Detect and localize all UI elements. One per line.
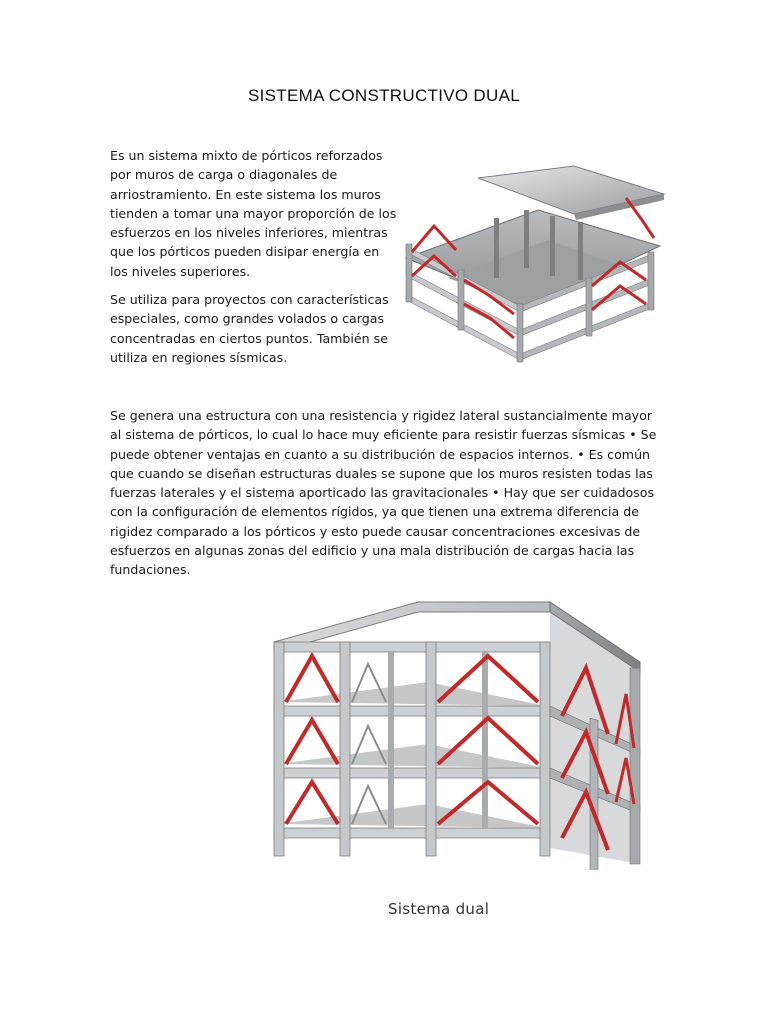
- paragraph-advantages: Se genera una estructura con una resistencia y rigidez lateral sustancialmente mayor al sistema de pórticos, lo cual lo hace muy eficiente para resistir fuerzas sísmicas • Se puede obtener ventajas en cuanto a su distribución de espacios internos. • Es común que cuando se diseñan estructuras duales se supone que los muros resisten todas las fuerzas laterales y el sistema aporticado las gravitacionales • Hay que ser cuidadosos con la configuración de elementos rígidos, ya que tienen una extrema diferencia de rigidez comparado a los pórticos y esto puede causar concentraciones excesivas de esfuerzos en algunas zonas del edificio y una mala distribución de cargas hacia las fundaciones.: [110, 408, 657, 578]
- paragraph-usage: Se utiliza para proyectos con características especiales, como grandes volados o cargas concentradas en ciertos puntos. También se utiliza en regiones sísmicas.: [110, 292, 389, 365]
- document-title: SISTEMA CONSTRUCTIVO DUAL: [248, 86, 520, 105]
- figure-caption: Sistema dual: [388, 900, 490, 918]
- paragraph-definition: Es un sistema mixto de pórticos reforzados por muros de carga o diagonales de arriostramiento. En este sistema los muros tienden a tomar una mayor proporción de los esfuerzos en los niveles inferiores, mientras que los pórticos pueden disipar energía en los niveles superiores.: [110, 148, 397, 279]
- dual-system-building-illustration: [268, 598, 646, 870]
- structure-model-illustration: [398, 158, 670, 370]
